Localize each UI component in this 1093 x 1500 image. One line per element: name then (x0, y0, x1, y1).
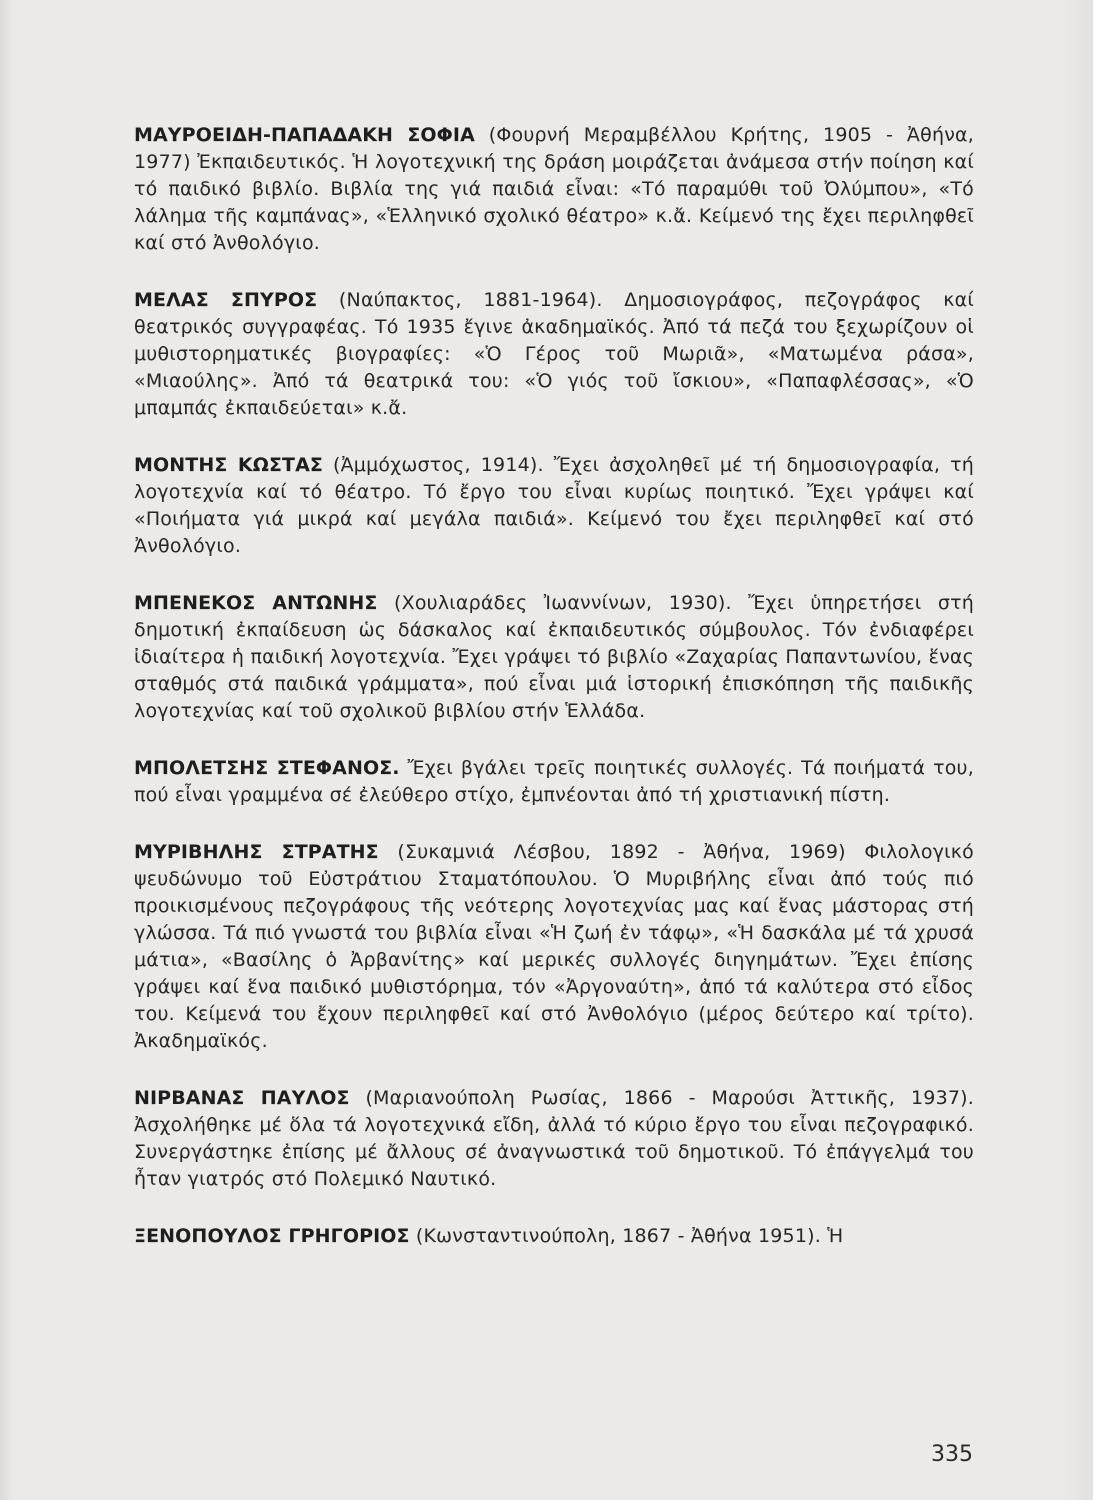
entry-heading: ΜΕΛΑΣ ΣΠΥΡΟΣ (134, 289, 318, 311)
entry-heading: ΜΠΕΝΕΚΟΣ ΑΝΤΩΝΗΣ (134, 592, 378, 614)
entry-text: (Κωνσταντινούπολη, 1867 - Ἀθήνα 1951). Ἡ (415, 1225, 844, 1247)
entry-nirvanas (134, 1085, 974, 1193)
entry-xenopoulos (134, 1223, 974, 1250)
entry-heading: ΜΥΡΙΒΗΛΗΣ ΣΤΡΑΤΗΣ (134, 841, 379, 863)
entry-myrivilis (134, 839, 974, 1055)
page-number: 335 (931, 1442, 973, 1467)
biography-list (134, 122, 974, 1280)
entry-mavroeidi-papadaki (134, 122, 974, 257)
entry-melas (134, 287, 974, 422)
entry-text: (Ἀμμόχωστος, 1914). Ἔχει ἀσχοληθεῖ μέ τή δημοσιογραφία, τή λογοτεχνία καί τό θέατρο. Τό ἔργο του εἶναι κυρίως ποιητικό. Ἔχει γράψει καί «Ποιήματα γιά μικρά καί μεγάλα παιδιά». Κείμενό του ἔχει περιληφθεῖ καί στό Ἀνθολόγιο. (134, 454, 974, 557)
entry-heading: ΜΟΝΤΗΣ ΚΩΣΤΑΣ (134, 454, 323, 476)
entry-heading: ΞΕΝΟΠΟΥΛΟΣ ΓΡΗΓΟΡΙΟΣ (134, 1225, 410, 1247)
entry-heading: ΜΑΥΡΟΕΙΔΗ-ΠΑΠΑΔΑΚΗ ΣΟΦΙΑ (134, 124, 475, 146)
entry-text: (Ναύπακτος, 1881-1964). Δημοσιογράφος, πεζογράφος καί θεατρικός συγγραφέας. Τό 1935 ἔγινε ἀκαδημαϊκός. Ἀπό τά πεζά του ξεχωρίζουν οἱ μυθιστορηματικές βιογραφίες: «Ὁ Γέρος τοῦ Μωριᾶ», «Ματωμένα ράσα», «Μιαούλης». Ἀπό τά θεατρικά του: «Ὁ γιός τοῦ ἴσκιου», «Παπαφλέσσας», «Ὁ μπαμπάς ἐκπαιδεύεται» κ.ἄ. (134, 289, 974, 419)
entry-text: (Χουλιαράδες Ἰωαννίνων, 1930). Ἔχει ὑπηρετήσει στή δημοτική ἐκπαίδευση ὡς δάσκαλος καί ἐκπαιδευτικός σύμβουλος. Τόν ἐνδιαφέρει ἰδιαίτερα ἡ παιδική λογοτεχνία. Ἔχει γράψει τό βιβλίο «Ζαχαρίας Παπαντωνίου, ἕνας σταθμός στά παιδικά γράμματα», πού εἶναι μιά ἱστορική ἐπισκόπηση τῆς παιδικῆς λογοτεχνίας καί τοῦ σχολικοῦ βιβλίου στήν Ἑλλάδα. (134, 592, 974, 722)
entry-montis (134, 452, 974, 560)
entry-text: Ἔχει βγάλει τρεῖς ποιητικές συλλογές. Τά ποιήματά του, πού εἶναι γραμμένα σέ ἐλεύθερο στίχο, ἐμπνέονται ἀπό τή χριστιανική πίστη. (134, 757, 974, 806)
entry-heading: ΝΙΡΒΑΝΑΣ ΠΑΥΛΟΣ (134, 1087, 350, 1109)
entry-boletsis (134, 755, 974, 809)
entry-text: (Φουρνή Μεραμβέλλου Κρήτης, 1905 - Ἀθήνα, 1977) Ἐκπαιδευτικός. Ἡ λογοτεχνική της δράση μοιράζεται ἀνάμεσα στήν ποίηση καί τό παιδικό βιβλίο. Βιβλία της γιά παιδιά εἶναι: «Τό παραμύθι τοῦ Ὀλύμπου», «Τό λάλημα τῆς καμπάνας», «Ἑλληνικό σχολικό θέατρο» κ.ἄ. Κείμενό της ἔχει περιληφθεῖ καί στό Ἀνθολόγιο. (134, 124, 974, 254)
entry-text: (Μαριανούπολη Ρωσίας, 1866 - Μαρούσι Ἀττικῆς, 1937). Ἀσχολήθηκε μέ ὅλα τά λογοτεχνικά εἴδη, ἀλλά τό κύριο ἔργο του εἶναι πεζογραφικό. Συνεργάστηκε ἐπίσης μέ ἄλλους σέ ἀναγνωστικά τοῦ δημοτικοῦ. Τό ἐπάγγελμά του ἦταν γιατρός στό Πολεμικό Ναυτικό. (134, 1087, 974, 1190)
entry-benekos (134, 590, 974, 725)
entry-heading: ΜΠΟΛΕΤΣΗΣ ΣΤΕΦΑΝΟΣ. (134, 757, 400, 779)
entry-text: (Συκαμνιά Λέσβου, 1892 - Ἀθήνα, 1969) Φιλολογικό ψευδώνυμο τοῦ Εὐστράτιου Σταματόπουλου. Ὁ Μυριβήλης εἶναι ἀπό τούς πιό προικισμένους πεζογράφους τῆς νεότερης λογοτεχνίας μας καί ἕνας μάστορας στή γλώσσα. Τά πιό γνωστά του βιβλία εἶναι «Ἡ ζωή ἐν τάφῳ», «Ἡ δασκάλα μέ τά χρυσά μάτια», «Βασίλης ὁ Ἀρβανίτης» καί μερικές συλλογές διηγημάτων. Ἔχει ἐπίσης γράψει καί ἕνα παιδικό μυθιστόρημα, τόν «Ἀργοναύτη», ἀπό τά καλύτερα στό εἶδος του. Κείμενά του ἔχουν περιληφθεῖ καί στό Ἀνθολόγιο (μέρος δεύτερο καί τρίτο). Ἀκαδημαϊκός. (134, 841, 975, 1052)
